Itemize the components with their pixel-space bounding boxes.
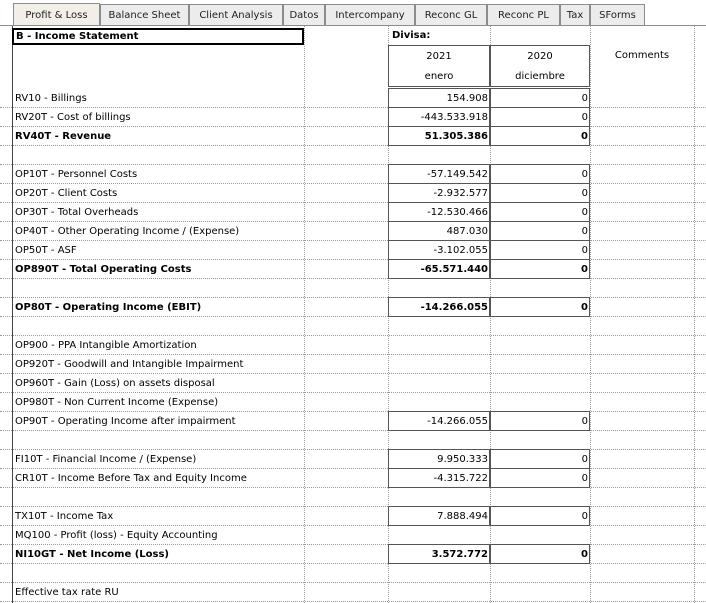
table-row — [0, 583, 706, 602]
comments-cell[interactable] — [592, 507, 692, 526]
row-label-cell[interactable] — [15, 564, 300, 583]
comments-cell[interactable] — [592, 165, 692, 184]
comments-cell[interactable] — [592, 412, 692, 431]
table-row — [0, 393, 706, 412]
row-label-cell[interactable]: OP890T - Total Operating Costs — [15, 264, 192, 275]
comments-cell[interactable] — [592, 336, 692, 355]
value-cell-border — [388, 240, 490, 260]
value-2020-cell[interactable]: 0 — [581, 245, 588, 256]
value-2021-cell[interactable] — [390, 526, 488, 545]
row-label-cell[interactable]: OP980T - Non Current Income (Expense) — [15, 397, 219, 408]
row-label-cell[interactable]: OP80T - Operating Income (EBIT) — [15, 302, 202, 313]
value-2021-cell[interactable] — [390, 317, 488, 336]
table-row — [0, 488, 706, 507]
value-2020-cell[interactable] — [490, 393, 588, 412]
value-2021-cell[interactable]: -14.266.055 — [427, 416, 488, 427]
table-row — [0, 127, 706, 146]
value-2020-cell[interactable] — [490, 583, 588, 602]
row-label-cell[interactable]: Effective tax rate RU — [15, 587, 119, 598]
month-2020-header: diciembre — [515, 71, 565, 82]
comments-cell[interactable] — [592, 374, 692, 393]
row-label-cell[interactable]: OP960T - Gain (Loss) on assets disposal — [15, 378, 215, 389]
value-2021-cell[interactable] — [390, 431, 488, 450]
table-row — [0, 108, 706, 127]
value-2021-cell[interactable]: 7.888.494 — [437, 511, 488, 522]
value-2020-cell[interactable]: 0 — [581, 207, 588, 218]
month-2021-header: enero — [424, 71, 454, 82]
table-row — [0, 450, 706, 469]
value-2020-cell[interactable] — [490, 146, 588, 165]
tab-balance-sheet[interactable] — [100, 4, 189, 25]
value-2020-cell[interactable] — [490, 564, 588, 583]
value-cell-border — [388, 183, 490, 203]
value-cell-border — [490, 544, 590, 564]
tab-datos[interactable] — [283, 4, 325, 25]
table-row — [0, 184, 706, 203]
value-2020-cell[interactable]: 0 — [581, 169, 588, 180]
tab-label: Reconc PL — [498, 9, 549, 21]
income-statement-sheet — [0, 26, 706, 603]
table-row — [0, 355, 706, 374]
value-cell-border — [388, 88, 490, 108]
comments-cell[interactable] — [592, 298, 692, 317]
value-2021-cell[interactable]: -2.932.577 — [433, 188, 488, 199]
sheet-tab-bar — [0, 0, 706, 26]
row-label-cell[interactable]: OP30T - Total Overheads — [15, 207, 139, 218]
value-cell-border — [388, 221, 490, 241]
value-2020-cell[interactable] — [490, 431, 588, 450]
value-2021-cell[interactable]: -443.533.918 — [420, 112, 488, 123]
value-2020-cell[interactable] — [490, 374, 588, 393]
sheet-title[interactable]: B - Income Statement — [12, 28, 304, 45]
value-2021-cell[interactable]: -57.149.542 — [427, 169, 488, 180]
table-row — [0, 317, 706, 336]
tab-label: Reconc GL — [424, 9, 478, 21]
table-row — [0, 222, 706, 241]
row-label-cell[interactable] — [15, 317, 300, 336]
table-row — [0, 279, 706, 298]
row-label-cell[interactable]: RV10 - Billings — [15, 93, 87, 104]
comments-cell[interactable] — [592, 431, 692, 450]
tab-label: Tax — [566, 9, 584, 21]
row-label-cell[interactable]: OP40T - Other Operating Income / (Expense) — [15, 226, 240, 237]
value-2020-cell[interactable] — [490, 279, 588, 298]
table-row — [0, 298, 706, 317]
value-2021-cell[interactable]: 487.030 — [446, 226, 488, 237]
table-row — [0, 564, 706, 583]
value-cell-border — [388, 468, 490, 488]
comments-cell[interactable] — [592, 146, 692, 165]
tab-client-analysis[interactable] — [189, 4, 283, 25]
table-row — [0, 431, 706, 450]
tab-tax[interactable] — [560, 4, 590, 25]
value-cell-border — [490, 468, 590, 488]
value-2020-cell[interactable]: 0 — [581, 188, 588, 199]
value-2020-cell[interactable] — [490, 488, 588, 507]
tab-label: Client Analysis — [199, 9, 273, 21]
tab-profit-loss[interactable] — [13, 3, 100, 26]
table-row — [0, 412, 706, 431]
value-cell-border — [490, 240, 590, 260]
row-label-cell[interactable]: OP920T - Goodwill and Intangible Impairment — [15, 359, 244, 370]
value-2020-cell[interactable] — [490, 317, 588, 336]
row-label-cell[interactable]: OP900 - PPA Intangible Amortization — [15, 340, 197, 351]
comments-cell[interactable] — [592, 450, 692, 469]
year-2021-header: 2021 — [426, 51, 452, 62]
value-cell-border — [388, 449, 490, 469]
value-2020-cell[interactable]: 0 — [581, 226, 588, 237]
row-label-cell[interactable] — [15, 488, 300, 507]
row-label-cell[interactable]: OP10T - Personnel Costs — [15, 169, 138, 180]
row-label-cell[interactable] — [15, 431, 300, 450]
comments-cell[interactable] — [592, 260, 692, 279]
tab-sforms[interactable] — [590, 4, 645, 25]
row-label-cell[interactable]: OP50T - ASF — [15, 245, 77, 256]
value-2020-cell[interactable]: 0 — [581, 112, 588, 123]
comments-cell[interactable] — [592, 127, 692, 146]
value-cell-border — [388, 259, 490, 279]
table-row — [0, 241, 706, 260]
comments-cell[interactable] — [592, 526, 692, 545]
value-2021-cell[interactable]: 51.305.386 — [424, 131, 488, 142]
comments-cell[interactable] — [592, 184, 692, 203]
value-cell-border — [490, 297, 590, 317]
value-cell-border — [490, 164, 590, 184]
value-cell-border — [388, 164, 490, 184]
value-cell-border — [490, 221, 590, 241]
value-2021-cell[interactable] — [390, 355, 488, 374]
table-row — [0, 146, 706, 165]
value-cell-border — [388, 126, 490, 146]
value-2020-cell[interactable] — [490, 336, 588, 355]
comments-cell[interactable] — [592, 203, 692, 222]
row-label-cell[interactable]: NI10GT - Net Income (Loss) — [15, 549, 169, 560]
comments-cell[interactable] — [592, 355, 692, 374]
comments-cell[interactable] — [592, 279, 692, 298]
value-2021-cell[interactable] — [390, 146, 488, 165]
value-2021-cell[interactable] — [390, 488, 488, 507]
table-row — [0, 374, 706, 393]
comments-cell[interactable] — [592, 583, 692, 602]
table-row — [0, 89, 706, 108]
value-2020-cell[interactable]: 0 — [581, 264, 588, 275]
value-2021-cell[interactable]: 154.908 — [446, 93, 488, 104]
table-row — [0, 203, 706, 222]
tab-label: Profit & Loss — [25, 9, 88, 21]
value-2021-cell[interactable] — [390, 393, 488, 412]
value-cell-border — [490, 506, 590, 526]
value-2021-cell[interactable]: -4.315.722 — [433, 473, 488, 484]
table-row — [0, 526, 706, 545]
value-cell-border — [388, 297, 490, 317]
comments-header: Comments — [614, 50, 670, 61]
comments-cell[interactable] — [592, 469, 692, 488]
value-2020-cell[interactable]: 0 — [581, 416, 588, 427]
comments-cell[interactable] — [592, 393, 692, 412]
comments-cell[interactable] — [592, 317, 692, 336]
row-label-cell[interactable]: TX10T - Income Tax — [15, 511, 114, 522]
value-cell-border — [388, 107, 490, 127]
table-row — [0, 260, 706, 279]
value-cell-border — [490, 183, 590, 203]
row-label-cell[interactable]: OP20T - Client Costs — [15, 188, 118, 199]
table-row — [0, 507, 706, 526]
value-cell-border — [490, 449, 590, 469]
value-2021-cell[interactable] — [390, 564, 488, 583]
value-2021-cell[interactable]: -3.102.055 — [433, 245, 488, 256]
comments-cell[interactable] — [592, 488, 692, 507]
value-2021-cell[interactable] — [390, 374, 488, 393]
value-cell-border — [490, 126, 590, 146]
tab-label: Datos — [289, 9, 319, 21]
row-label-cell[interactable]: RV20T - Cost of billings — [15, 112, 131, 123]
comments-cell[interactable] — [592, 108, 692, 127]
tab-label: SForms — [599, 9, 636, 21]
row-label-cell[interactable]: MQ100 - Profit (loss) - Equity Accounting — [15, 530, 218, 541]
comments-cell[interactable] — [592, 241, 692, 260]
value-2020-cell[interactable]: 0 — [581, 93, 588, 104]
value-2021-cell[interactable] — [390, 583, 488, 602]
table-row — [0, 545, 706, 564]
currency-label: Divisa: — [392, 30, 431, 41]
table-row — [0, 336, 706, 355]
comments-cell[interactable] — [592, 545, 692, 564]
value-2020-cell[interactable]: 0 — [581, 549, 588, 560]
tab-label: Intercompany — [335, 9, 405, 21]
tab-reconc-gl[interactable] — [415, 4, 487, 25]
row-label-cell[interactable]: RV40T - Revenue — [15, 131, 112, 142]
value-cell-border — [388, 411, 490, 431]
value-2021-cell[interactable]: -12.530.466 — [427, 207, 488, 218]
comments-cell[interactable] — [592, 89, 692, 108]
year-2020-header: 2020 — [527, 51, 553, 62]
value-2021-cell[interactable] — [390, 336, 488, 355]
row-label-cell[interactable]: CR10T - Income Before Tax and Equity Income — [15, 473, 247, 484]
value-2020-cell[interactable] — [490, 526, 588, 545]
row-label-cell[interactable] — [15, 279, 300, 298]
row-label-cell[interactable]: FI10T - Financial Income / (Expense) — [15, 454, 197, 465]
comments-cell[interactable] — [592, 564, 692, 583]
table-row — [0, 165, 706, 184]
row-label-cell[interactable] — [15, 146, 300, 165]
value-2020-cell[interactable]: 0 — [581, 454, 588, 465]
table-row — [0, 469, 706, 488]
value-2021-cell[interactable]: -65.571.440 — [420, 264, 488, 275]
comments-cell[interactable] — [592, 222, 692, 241]
value-cell-border — [388, 544, 490, 564]
value-2020-cell[interactable]: 0 — [581, 302, 588, 313]
tab-intercompany[interactable] — [325, 4, 415, 25]
value-cell-border — [388, 202, 490, 222]
tab-label: Balance Sheet — [108, 9, 181, 21]
value-2020-cell[interactable]: 0 — [581, 473, 588, 484]
value-cell-border — [490, 88, 590, 108]
value-2020-cell[interactable]: 0 — [581, 511, 588, 522]
value-2021-cell[interactable] — [390, 279, 488, 298]
value-2021-cell[interactable]: 9.950.333 — [437, 454, 488, 465]
row-label-cell[interactable]: OP90T - Operating Income after impairment — [15, 416, 236, 427]
value-cell-border — [388, 506, 490, 526]
value-2020-cell[interactable]: 0 — [581, 131, 588, 142]
value-cell-border — [490, 107, 590, 127]
value-cell-border — [490, 411, 590, 431]
value-cell-border — [490, 202, 590, 222]
value-cell-border — [490, 259, 590, 279]
value-2020-cell[interactable] — [490, 355, 588, 374]
tab-reconc-pl[interactable] — [487, 4, 560, 25]
value-2021-cell[interactable]: -14.266.055 — [420, 302, 488, 313]
value-2021-cell[interactable]: 3.572.772 — [431, 549, 488, 560]
